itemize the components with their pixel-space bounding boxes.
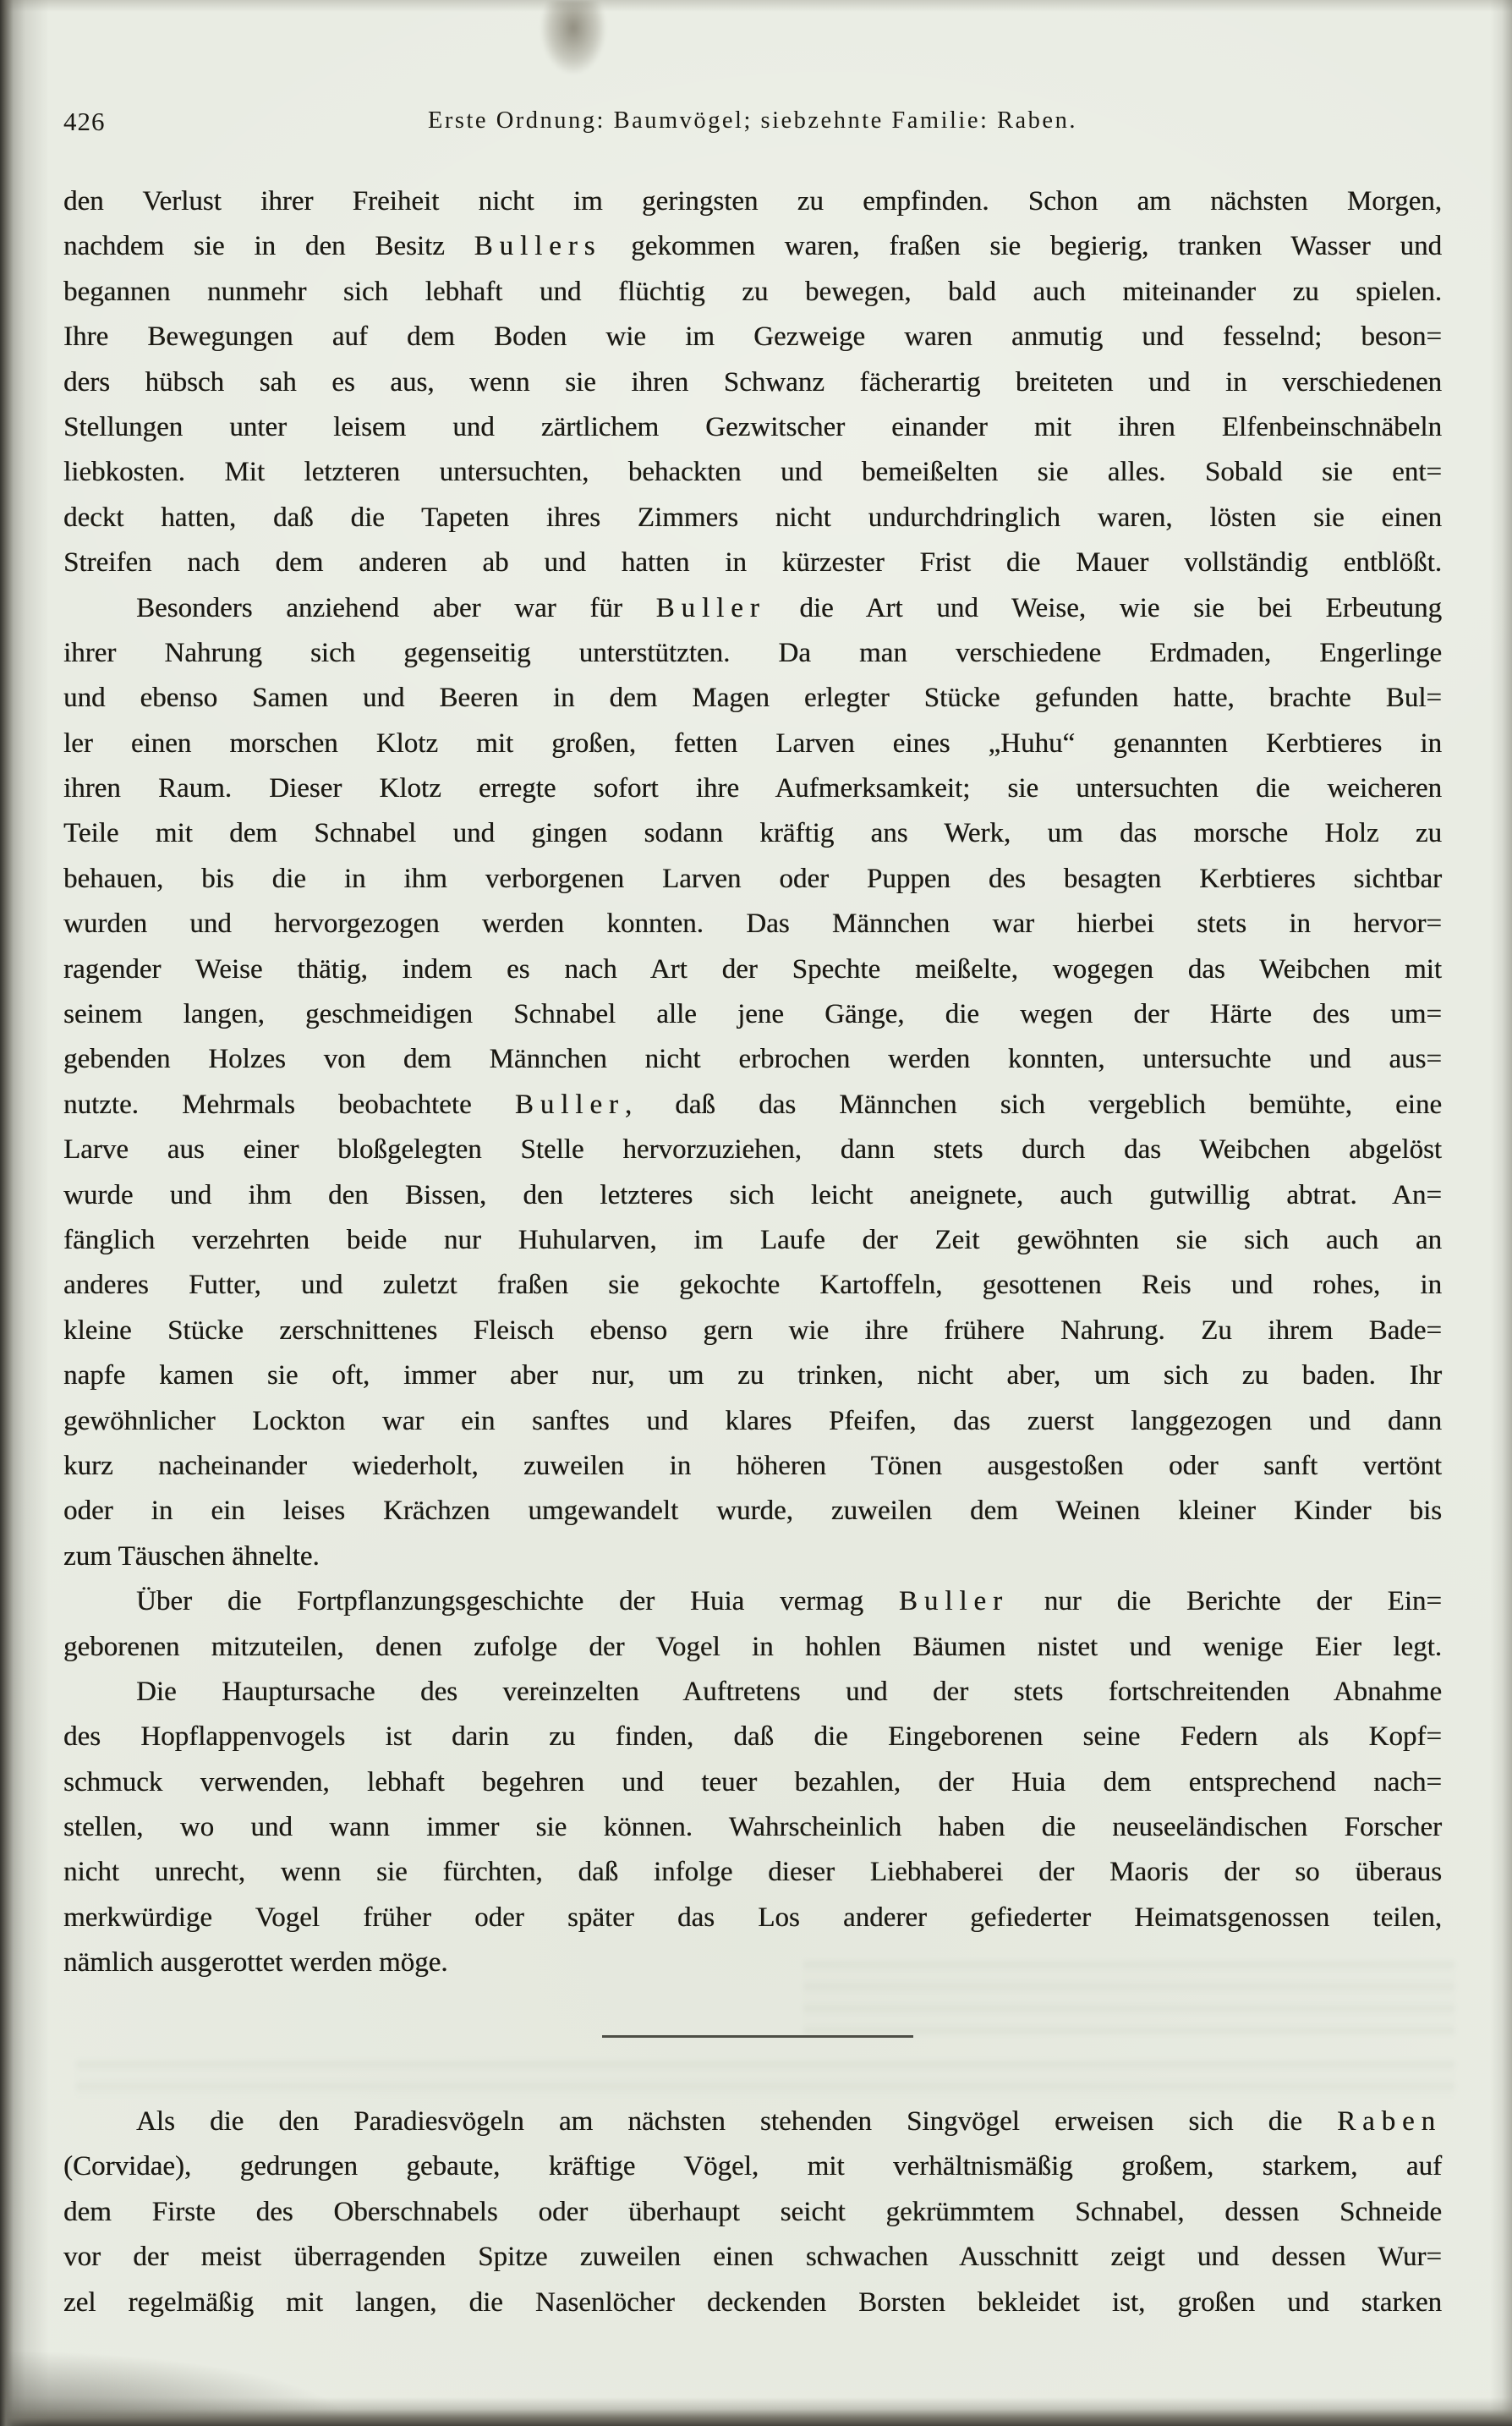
text-line: liebkosten. Mit letzteren untersuchten, behackten und bemeißelten sie alles. Sobald sie ent= [63,457,1442,488]
main-text-block [63,179,1442,1986]
new-section-text-block [63,2099,1442,2325]
text-line: behauen, bis die in ihm verborgenen Larven oder Puppen des besagten Kerbtieres sichtbar [63,863,1442,894]
text-line: nachdem sie in den Besitz Bullers gekommen waren, fraßen sie begierig, tranken Wasser und [63,231,1443,262]
text-line: oder in ein leises Krächzen umgewandelt wurde, zuweilen dem Weinen kleiner Kinder bis [63,1496,1442,1527]
text-line: napfe kamen sie oft, immer aber nur, um zu trinken, nicht aber, um sich zu baden. Ihr [63,1360,1442,1391]
paragraph [63,2099,1442,2325]
text-line: zum Täuschen ähnelte. [63,1540,320,1572]
text-line: Über die Fortpflanzungsgeschichte der Huia vermag Buller nur die Berichte der Ein= [136,1586,1443,1617]
text-line: zel regelmäßig mit langen, die Nasenlöcher deckenden Borsten bekleidet ist, großen und starken [63,2286,1442,2318]
text-line: wurde und ihm den Bissen, den letzteres sich leicht aneignete, auch gutwillig abtrat. An= [63,1179,1442,1210]
text-line: Larve aus einer bloßgelegten Stelle hervorzuziehen, dann stets durch das Weibchen abgelöst [63,1134,1442,1166]
page-number: 426 [63,107,106,136]
section-separator-rule [602,2035,913,2038]
text-line: nämlich ausgerottet werden möge. [63,1947,448,1979]
text-line: und ebenso Samen und Beeren in dem Magen erlegter Stücke gefunden hatte, brachte Bul= [63,683,1442,714]
page-edge-bottom [0,2397,1512,2426]
verso-showthrough [76,2061,1454,2098]
paragraph [63,179,1442,586]
text-line: des Hopflappenvogels ist darin zu finden, daß die Eingeborenen seine Federn als Kopf= [63,1721,1442,1753]
text-line: nicht unrecht, wenn sie fürchten, daß infolge dieser Liebhaberei der Maoris der so überaus [63,1857,1442,1888]
text-line: dem Firste des Oberschnabels oder überhaupt seicht gekrümmtem Schnabel, dessen Schneide [63,2196,1442,2227]
text-line: schmuck verwenden, lebhaft begehren und teuer bezahlen, der Huia dem entsprechend nach= [63,1766,1442,1798]
text-line: ihren Raum. Dieser Klotz erregte sofort ihre Aufmerksamkeit; sie untersuchten die weicheren [63,773,1442,804]
text-line: ler einen morschen Klotz mit großen, fetten Larven eines „Huhu“ genannten Kerbtieres in [63,727,1442,759]
text-line: Teile mit dem Schnabel und gingen sodann kräftig ans Werk, um das morsche Holz zu [63,818,1442,849]
text-line: stellen, wo und wann immer sie können. Wahrscheinlich haben die neuseeländischen Forscher [63,1812,1442,1843]
paragraph [63,586,1442,1580]
text-line: wurden und hervorgezogen werden konnten. Das Männchen war hierbei stets in hervor= [63,908,1442,940]
text-line: kurz nacheinander wiederholt, zuweilen in höheren Tönen ausgestoßen oder sanft vertönt [63,1450,1442,1481]
page-edge-top [0,0,1512,12]
paragraph [63,1579,1442,1670]
text-line: nutzte. Mehrmals beobachtete Buller, daß das Männchen sich vergeblich bemühte, eine [63,1089,1442,1120]
running-head [63,107,1442,144]
text-line: vor der meist überragenden Spitze zuweilen einen schwachen Ausschnitt zeigt und dessen Wur= [63,2242,1442,2273]
text-line: ders hübsch sah es aus, wenn sie ihren Schwanz fächerartig breiteten und in verschiedenen [63,366,1442,398]
text-line: deckt hatten, daß die Tapeten ihres Zimmers nicht undurchdringlich waren, lösten sie einen [63,502,1442,533]
page-edge-left [0,0,49,2426]
ink-stain [531,0,616,100]
text-line: anderes Futter, und zuletzt fraßen sie gekochte Kartoffeln, gesottenen Reis und rohes, in [63,1270,1442,1301]
text-line: ihrer Nahrung sich gegenseitig unterstützten. Da man verschiedene Erdmaden, Engerlinge [63,637,1442,668]
text-line: gebenden Holzes von dem Männchen nicht erbrochen werden konnten, untersuchte und aus= [63,1044,1442,1075]
running-header-title: Erste Ordnung: Baumvögel; siebzehnte Familie: Raben. [428,107,1077,134]
page-edge-right [1490,0,1512,2426]
text-line: gewöhnlicher Lockton war ein sanftes und klares Pfeifen, das zuerst langgezogen und dann [63,1405,1442,1436]
text-line: Als die den Paradiesvögeln am nächsten stehenden Singvögel erweisen sich die Raben [136,2106,1442,2137]
text-line: fänglich verzehrten beide nur Huhularven, im Laufe der Zeit gewöhnten sie sich auch an [63,1224,1442,1255]
text-line: Die Hauptursache des vereinzelten Auftretens und der stets fortschreitenden Abnahme [136,1676,1442,1707]
text-line: ragender Weise thätig, indem es nach Art der Spechte meißelte, wogegen das Weibchen mit [63,953,1442,985]
text-line: kleine Stücke zerschnittenes Fleisch ebenso gern wie ihre frühere Nahrung. Zu ihrem Bade= [63,1315,1442,1346]
text-line: den Verlust ihrer Freiheit nicht im geringsten zu empfinden. Schon am nächsten Morgen, [63,186,1442,217]
text-line: merkwürdige Vogel früher oder später das Los anderer gefiederter Heimatsgenossen teilen, [63,1902,1442,1933]
text-line: Streifen nach dem anderen ab und hatten in kürzester Frist die Mauer vollständig entblößt. [63,547,1442,579]
text-line: Besonders anziehend aber war für Buller die Art und Weise, wie sie bei Erbeutung [136,592,1443,623]
text-line: seinem langen, geschmeidigen Schnabel alle jene Gänge, die wegen der Härte des um= [63,999,1442,1030]
text-line: Ihre Bewegungen auf dem Boden wie im Gezweige waren anmutig und fesselnd; beson= [63,321,1442,353]
text-line: Stellungen unter leisem und zärtlichem Gezwitscher einander mit ihren Elfenbeinschnäbeln [63,411,1442,442]
paragraph [63,1670,1442,1986]
text-line: begannen nunmehr sich lebhaft und flüchtig zu bewegen, bald auch miteinander zu spielen. [63,276,1442,307]
text-line: geborenen mitzuteilen, denen zufolge der Vogel in hohlen Bäumen nistet und wenige Eier legt. [63,1631,1442,1662]
text-line: (Corvidae), gedrungen gebaute, kräftige Vögel, mit verhältnismäßig großem, starkem, auf [63,2151,1442,2182]
